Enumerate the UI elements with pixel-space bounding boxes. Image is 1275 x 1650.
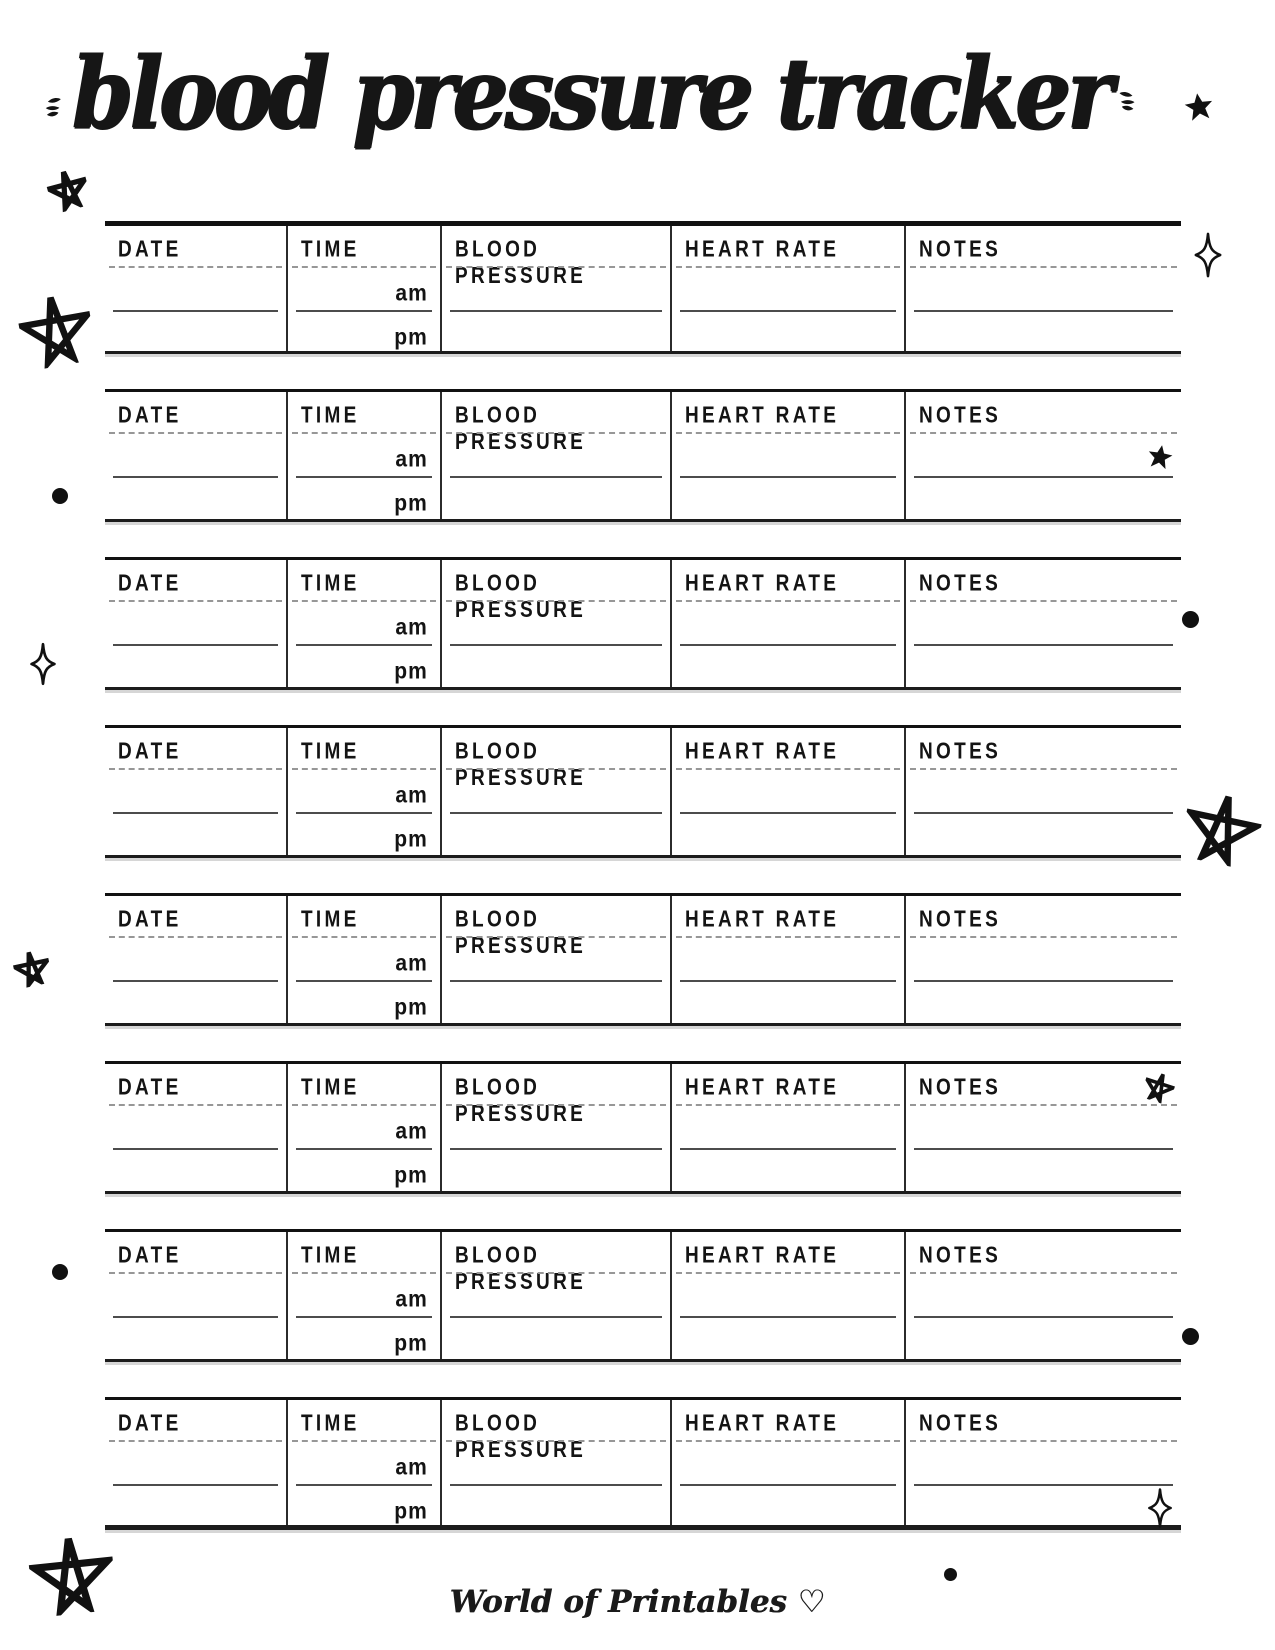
entry-write-line bbox=[450, 812, 662, 814]
entry-write-line bbox=[450, 310, 662, 312]
column-header-label: DATE bbox=[118, 739, 182, 765]
entry-write-line bbox=[296, 1316, 432, 1318]
column-heart-rate bbox=[672, 728, 905, 855]
header-dashed-line bbox=[676, 936, 899, 938]
column-date bbox=[105, 728, 288, 855]
entry-write-line bbox=[113, 1484, 278, 1486]
header-dashed-line bbox=[676, 1440, 899, 1442]
column-header-label: BLOOD PRESSURE bbox=[454, 739, 586, 791]
sparkle-icon bbox=[1146, 1486, 1174, 1530]
column-date bbox=[105, 1064, 288, 1191]
column-header-label: BLOOD PRESSURE bbox=[454, 907, 586, 959]
column-heart-rate bbox=[672, 226, 905, 351]
pm-label: pm bbox=[394, 658, 428, 685]
entry-write-line bbox=[914, 476, 1174, 478]
header-dashed-line bbox=[676, 1272, 899, 1274]
column-header-label: TIME bbox=[300, 907, 360, 933]
header-dashed-line bbox=[910, 1440, 1178, 1442]
entry-write-line bbox=[680, 310, 895, 312]
entry-write-line bbox=[113, 310, 278, 312]
header-dashed-line bbox=[446, 432, 666, 434]
column-header-label: HEART RATE bbox=[685, 1243, 840, 1269]
entry-write-line bbox=[296, 644, 432, 646]
entry-write-line bbox=[680, 1316, 895, 1318]
column-header-label: BLOOD PRESSURE bbox=[454, 1411, 586, 1463]
header-dashed-line bbox=[292, 768, 436, 770]
column-header-label: TIME bbox=[300, 1243, 360, 1269]
header-dashed-line bbox=[910, 600, 1178, 602]
column-heart-rate bbox=[672, 896, 905, 1023]
entry-write-line bbox=[296, 310, 432, 312]
entry-write-line bbox=[680, 1148, 895, 1150]
column-header-label: TIME bbox=[300, 739, 360, 765]
column-header-label: HEART RATE bbox=[685, 1411, 840, 1437]
header-dashed-line bbox=[676, 1104, 899, 1106]
column-notes bbox=[906, 560, 1182, 687]
entry-write-line bbox=[113, 812, 278, 814]
column-header-label: DATE bbox=[118, 237, 182, 263]
column-header-label: BLOOD PRESSURE bbox=[454, 571, 586, 623]
column-header-label: DATE bbox=[118, 1075, 182, 1101]
column-header-label: DATE bbox=[118, 1411, 182, 1437]
header-dashed-line bbox=[676, 600, 899, 602]
entry-write-line bbox=[914, 1148, 1174, 1150]
column-header-label: NOTES bbox=[918, 403, 1001, 429]
tracker-block bbox=[105, 893, 1181, 1026]
column-header-label: DATE bbox=[118, 1243, 182, 1269]
tracker-block bbox=[105, 557, 1181, 690]
sparkle-icon bbox=[1192, 224, 1224, 286]
hand-drawn-star-icon bbox=[26, 1530, 118, 1618]
dot-icon bbox=[1182, 1328, 1199, 1345]
pm-label: pm bbox=[394, 1330, 428, 1357]
entry-write-line bbox=[296, 980, 432, 982]
entry-write-line bbox=[296, 1484, 432, 1486]
leaf-flourish-icon bbox=[1114, 52, 1140, 149]
header-dashed-line bbox=[910, 432, 1178, 434]
header-dashed-line bbox=[109, 1104, 282, 1106]
header-dashed-line bbox=[109, 600, 282, 602]
am-label: am bbox=[395, 950, 428, 977]
column-header-label: NOTES bbox=[918, 571, 1001, 597]
header-dashed-line bbox=[109, 936, 282, 938]
dot-icon bbox=[1182, 611, 1199, 628]
header-dashed-line bbox=[446, 600, 666, 602]
entry-write-line bbox=[680, 1484, 895, 1486]
am-label: am bbox=[395, 1454, 428, 1481]
entry-write-line bbox=[296, 812, 432, 814]
header-dashed-line bbox=[292, 266, 436, 268]
entry-write-line bbox=[914, 812, 1174, 814]
column-header-label: DATE bbox=[118, 907, 182, 933]
entry-write-line bbox=[113, 1316, 278, 1318]
filled-star-icon bbox=[1144, 442, 1176, 472]
entry-write-line bbox=[113, 980, 278, 982]
column-time bbox=[288, 560, 442, 687]
am-label: am bbox=[395, 1118, 428, 1145]
column-time bbox=[288, 1064, 442, 1191]
header-dashed-line bbox=[446, 768, 666, 770]
pm-label: pm bbox=[394, 1498, 428, 1525]
column-blood-pressure bbox=[442, 560, 672, 687]
leaf-flourish-icon bbox=[40, 58, 66, 155]
entry-write-line bbox=[914, 644, 1174, 646]
column-header-label: NOTES bbox=[918, 907, 1001, 933]
page-title: blood pressure tracker bbox=[71, 34, 1109, 152]
entry-write-line bbox=[296, 476, 432, 478]
entry-write-line bbox=[914, 980, 1174, 982]
column-header-label: TIME bbox=[300, 1411, 360, 1437]
header-dashed-line bbox=[676, 266, 899, 268]
entry-write-line bbox=[914, 1484, 1174, 1486]
entry-write-line bbox=[450, 1148, 662, 1150]
dot-icon bbox=[52, 488, 68, 504]
pm-label: pm bbox=[394, 1162, 428, 1189]
column-blood-pressure bbox=[442, 728, 672, 855]
header-dashed-line bbox=[446, 1104, 666, 1106]
header-dashed-line bbox=[446, 266, 666, 268]
column-notes bbox=[906, 728, 1182, 855]
hand-drawn-star-icon bbox=[1177, 785, 1266, 871]
footer-brand: World of Printables ♡ bbox=[449, 1584, 826, 1620]
header-dashed-line bbox=[109, 768, 282, 770]
header-dashed-line bbox=[292, 1272, 436, 1274]
column-header-label: TIME bbox=[300, 1075, 360, 1101]
column-header-label: TIME bbox=[300, 237, 360, 263]
column-date bbox=[105, 226, 288, 351]
am-label: am bbox=[395, 614, 428, 641]
column-date bbox=[105, 392, 288, 519]
column-header-label: NOTES bbox=[918, 1243, 1001, 1269]
dot-icon bbox=[52, 1264, 68, 1280]
column-heart-rate bbox=[672, 1400, 905, 1525]
column-blood-pressure bbox=[442, 1064, 672, 1191]
column-blood-pressure bbox=[442, 1400, 672, 1525]
column-header-label: BLOOD PRESSURE bbox=[454, 237, 586, 289]
column-header-label: BLOOD PRESSURE bbox=[454, 1075, 586, 1127]
column-date bbox=[105, 1232, 288, 1359]
column-notes bbox=[906, 1064, 1182, 1191]
pm-label: pm bbox=[394, 490, 428, 517]
entry-write-line bbox=[450, 1484, 662, 1486]
header-dashed-line bbox=[910, 1272, 1178, 1274]
hand-drawn-star-icon bbox=[14, 286, 98, 371]
entry-write-line bbox=[680, 476, 895, 478]
entry-write-line bbox=[680, 812, 895, 814]
column-notes bbox=[906, 226, 1182, 351]
column-time bbox=[288, 1400, 442, 1525]
column-heart-rate bbox=[672, 560, 905, 687]
tracker-block bbox=[105, 1397, 1181, 1530]
column-notes bbox=[906, 896, 1182, 1023]
tracker-sheet bbox=[105, 221, 1181, 1561]
entry-write-line bbox=[113, 1148, 278, 1150]
header-dashed-line bbox=[676, 432, 899, 434]
header-dashed-line bbox=[446, 1272, 666, 1274]
header-dashed-line bbox=[109, 432, 282, 434]
entry-write-line bbox=[296, 1148, 432, 1150]
filled-star-icon bbox=[1181, 90, 1217, 124]
column-time bbox=[288, 226, 442, 351]
column-time bbox=[288, 1232, 442, 1359]
column-header-label: HEART RATE bbox=[685, 571, 840, 597]
column-blood-pressure bbox=[442, 226, 672, 351]
column-header-label: HEART RATE bbox=[685, 907, 840, 933]
header-dashed-line bbox=[109, 1272, 282, 1274]
entry-write-line bbox=[450, 644, 662, 646]
column-notes bbox=[906, 392, 1182, 519]
column-header-label: NOTES bbox=[918, 1411, 1001, 1437]
entry-write-line bbox=[914, 310, 1174, 312]
entry-write-line bbox=[450, 980, 662, 982]
header-dashed-line bbox=[292, 432, 436, 434]
column-header-label: BLOOD PRESSURE bbox=[454, 1243, 586, 1295]
pm-label: pm bbox=[394, 994, 428, 1021]
column-time bbox=[288, 728, 442, 855]
column-header-label: DATE bbox=[118, 403, 182, 429]
column-header-label: BLOOD PRESSURE bbox=[454, 403, 586, 455]
am-label: am bbox=[395, 280, 428, 307]
tracker-block bbox=[105, 1061, 1181, 1194]
header-dashed-line bbox=[910, 768, 1178, 770]
header-dashed-line bbox=[109, 266, 282, 268]
header-dashed-line bbox=[910, 1104, 1178, 1106]
column-blood-pressure bbox=[442, 392, 672, 519]
tracker-block bbox=[105, 1229, 1181, 1362]
column-heart-rate bbox=[672, 392, 905, 519]
header-dashed-line bbox=[446, 936, 666, 938]
column-heart-rate bbox=[672, 1232, 905, 1359]
column-notes bbox=[906, 1400, 1182, 1525]
column-header-label: NOTES bbox=[918, 739, 1001, 765]
sparkle-icon bbox=[28, 642, 58, 686]
column-date bbox=[105, 560, 288, 687]
am-label: am bbox=[395, 1286, 428, 1313]
page-title-row bbox=[45, 14, 1135, 172]
pm-label: pm bbox=[394, 324, 428, 351]
pm-label: pm bbox=[394, 826, 428, 853]
column-header-label: NOTES bbox=[918, 1075, 1001, 1101]
dot-icon bbox=[944, 1568, 957, 1581]
column-blood-pressure bbox=[442, 1232, 672, 1359]
entry-write-line bbox=[450, 1316, 662, 1318]
column-header-label: HEART RATE bbox=[685, 237, 840, 263]
column-heart-rate bbox=[672, 1064, 905, 1191]
column-header-label: HEART RATE bbox=[685, 1075, 840, 1101]
header-dashed-line bbox=[446, 1440, 666, 1442]
tracker-block bbox=[105, 725, 1181, 858]
header-dashed-line bbox=[676, 768, 899, 770]
column-header-label: HEART RATE bbox=[685, 739, 840, 765]
column-header-label: TIME bbox=[300, 571, 360, 597]
entry-write-line bbox=[450, 476, 662, 478]
header-dashed-line bbox=[292, 600, 436, 602]
entry-write-line bbox=[113, 476, 278, 478]
column-header-label: TIME bbox=[300, 403, 360, 429]
hand-drawn-star-icon bbox=[11, 947, 54, 990]
column-header-label: DATE bbox=[118, 571, 182, 597]
column-header-label: NOTES bbox=[918, 237, 1001, 263]
entry-write-line bbox=[680, 980, 895, 982]
column-time bbox=[288, 392, 442, 519]
am-label: am bbox=[395, 782, 428, 809]
header-dashed-line bbox=[109, 1440, 282, 1442]
header-dashed-line bbox=[292, 1440, 436, 1442]
column-time bbox=[288, 896, 442, 1023]
column-date bbox=[105, 1400, 288, 1525]
column-blood-pressure bbox=[442, 896, 672, 1023]
header-dashed-line bbox=[292, 936, 436, 938]
header-dashed-line bbox=[910, 936, 1178, 938]
entry-write-line bbox=[113, 644, 278, 646]
header-dashed-line bbox=[910, 266, 1178, 268]
column-date bbox=[105, 896, 288, 1023]
column-notes bbox=[906, 1232, 1182, 1359]
entry-write-line bbox=[680, 644, 895, 646]
am-label: am bbox=[395, 446, 428, 473]
entry-write-line bbox=[914, 1316, 1174, 1318]
tracker-block bbox=[105, 221, 1181, 354]
column-header-label: HEART RATE bbox=[685, 403, 840, 429]
header-dashed-line bbox=[292, 1104, 436, 1106]
tracker-block bbox=[105, 389, 1181, 522]
